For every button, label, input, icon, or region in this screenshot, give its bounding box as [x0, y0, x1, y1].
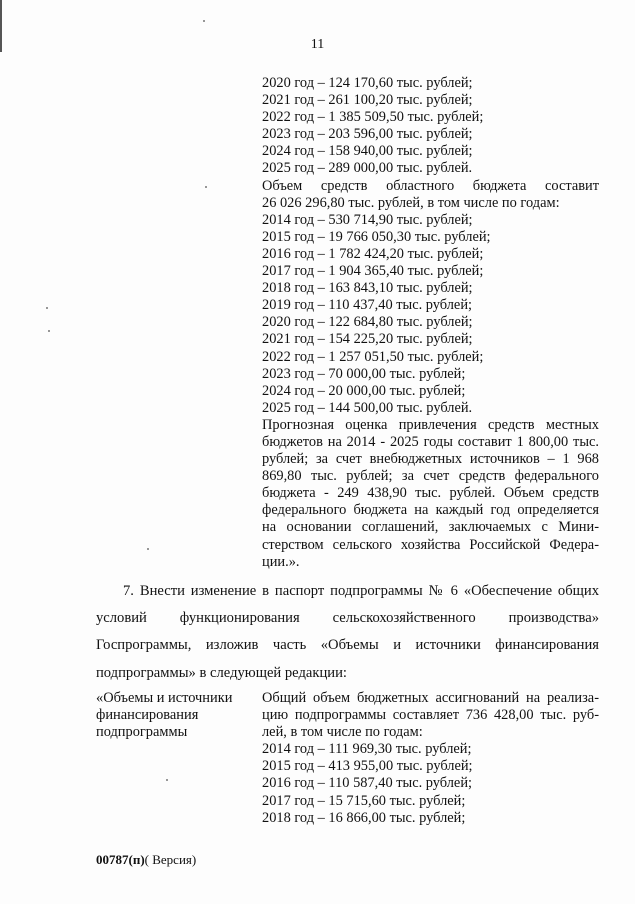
subprogram-year-line: 2017 год – 15 715,60 тыс. рублей; — [262, 792, 466, 809]
regional-year-line: 2017 год – 1 904 365,40 тыс. рублей; — [262, 263, 484, 280]
forecast-line: на основании соглашений, заключаемых с Мини- — [262, 519, 599, 536]
regional-year-line: 2018 год – 163 843,10 тыс. рублей; — [262, 280, 473, 297]
regional-year-line: 2021 год – 154 225,20 тыс. рублей; — [262, 331, 473, 348]
amendment-line: подпрограммы» в следующей редакции: — [96, 664, 347, 681]
regional-year-line: 2015 год – 19 766 050,30 тыс. рублей; — [262, 228, 491, 245]
forecast-line: 869,80 тыс. рублей; за счет средств федерального — [262, 468, 599, 485]
forecast-line: бюджета - 249 438,90 тыс. рублей. Объем средств — [262, 485, 599, 502]
amendment-line: 7. Внести изменение в паспорт подпрограммы № 6 «Обеспечение общих — [123, 583, 599, 599]
regional-year-line: 2016 год – 1 782 424,20 тыс. рублей; — [262, 245, 484, 262]
forecast-line: стерством сельского хозяйства Российской Федера- — [262, 536, 599, 553]
subprogram-funding-details — [262, 690, 599, 827]
amendment-line: Госпрограммы, изложив часть «Объемы и источники финансирования — [96, 637, 599, 654]
federal-year-line: 2023 год – 203 596,00 тыс. рублей; — [262, 126, 473, 143]
regional-budget-intro — [262, 178, 599, 212]
subprogram-year-line: 2018 год – 16 866,00 тыс. рублей; — [262, 809, 466, 826]
total-line: цию подпрограммы составляет 736 428,00 тыс. руб- — [262, 707, 599, 724]
document-code: 00787(п) — [96, 852, 145, 867]
scan-speck — [48, 330, 50, 332]
federal-year-line: 2021 год – 261 100,20 тыс. рублей; — [262, 92, 473, 109]
amendment-paragraph — [96, 578, 599, 687]
total-line: лей, в том числе по годам: — [262, 724, 423, 741]
subprogram-year-line: 2015 год – 413 955,00 тыс. рублей; — [262, 758, 473, 775]
regional-intro-line: 26 026 296,80 тыс. рублей, в том числе по годам: — [262, 194, 560, 211]
regional-year-line: 2025 год – 144 500,00 тыс. рублей. — [262, 399, 473, 416]
regional-year-line: 2023 год – 70 000,00 тыс. рублей; — [262, 365, 466, 382]
federal-year-line: 2024 год – 158 940,00 тыс. рублей; — [262, 143, 473, 160]
label-line: подпрограммы — [96, 724, 188, 741]
regional-year-line: 2020 год – 122 684,80 тыс. рублей; — [262, 314, 473, 331]
total-line: Общий объем бюджетных ассигнований на реализа- — [262, 690, 599, 706]
federal-year-line: 2022 год – 1 385 509,50 тыс. рублей; — [262, 109, 484, 126]
forecast-line: рублей; за счет внебюджетных источников – 1 968 — [262, 451, 599, 468]
forecast-line: Прогнозная оценка привлечения средств местных — [262, 416, 599, 433]
funding-sources-column — [262, 75, 599, 571]
regional-year-line: 2022 год – 1 257 051,50 тыс. рублей; — [262, 348, 484, 365]
regional-year-line: 2014 год – 530 714,90 тыс. рублей; — [262, 211, 473, 228]
forecast-line: федерального бюджета на каждый год определяется — [262, 502, 599, 519]
federal-year-line: 2025 год – 289 000,00 тыс. рублей. — [262, 160, 473, 177]
federal-year-line: 2020 год – 124 170,60 тыс. рублей; — [262, 75, 473, 91]
regional-year-line: 2019 год – 110 437,40 тыс. рублей; — [262, 297, 473, 314]
label-line: «Объемы и источники — [96, 690, 233, 706]
page-number: 11 — [310, 37, 325, 52]
label-line: финансирования — [96, 707, 199, 724]
scan-speck — [203, 20, 205, 22]
subprogram-year-line: 2016 год – 110 587,40 тыс. рублей; — [262, 775, 473, 792]
forecast-line: ции.». — [262, 553, 300, 570]
federal-budget-years — [262, 75, 599, 178]
document-footer — [96, 852, 196, 868]
scan-speck — [205, 186, 207, 188]
scan-speck — [46, 307, 48, 309]
scan-speck — [147, 548, 149, 550]
regional-budget-years — [262, 212, 599, 417]
subprogram-year-line: 2014 год – 111 969,30 тыс. рублей; — [262, 741, 472, 758]
forecast-paragraph — [262, 417, 599, 571]
subprogram-funding-label — [96, 690, 256, 741]
scan-speck — [166, 779, 168, 781]
document-version: ( Версия) — [144, 852, 197, 867]
regional-year-line: 2024 год – 20 000,00 тыс. рублей; — [262, 382, 466, 399]
forecast-line: бюджетов на 2014 - 2025 годы составит 1 800,00 тыс. — [262, 433, 599, 450]
amendment-line: условий функционирования сельскохозяйственного производства» — [96, 610, 599, 627]
regional-intro-line: Объем средств областного бюджета составит — [262, 177, 599, 194]
